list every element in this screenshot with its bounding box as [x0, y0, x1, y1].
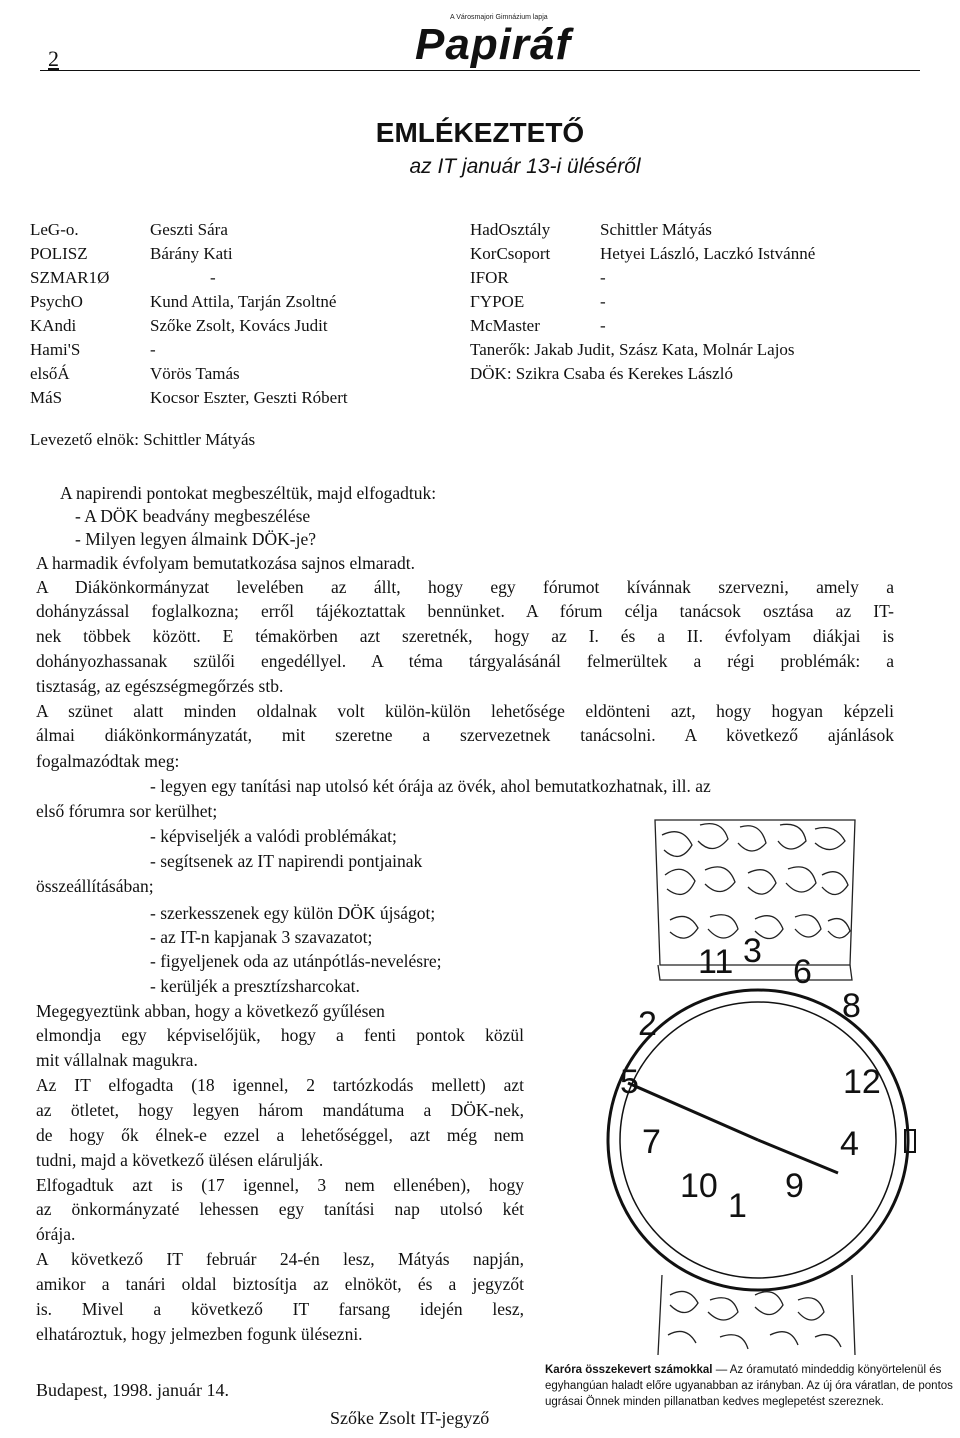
body-line: Elfogadtuk azt is (17 igennel, 3 nem ellenében), hogy	[36, 1175, 524, 1195]
body-line: - Milyen legyen álmaink DÖK-je?	[75, 529, 317, 549]
attendance-row	[470, 266, 815, 290]
att-name: -	[600, 268, 606, 287]
body-line: A Diákönkormányzat levelében az állt, hogy egy fórumot kívánnak szervezni, amely a	[36, 577, 894, 597]
watch-illustration	[600, 795, 920, 1355]
att-org: KAndi	[30, 316, 77, 335]
attendance-row	[30, 290, 348, 314]
attendance-row	[30, 314, 348, 338]
body-line: nek többek között. E témakörben azt szeretnék, hogy az I. és a II. évfolyam diákjai is	[36, 626, 894, 646]
watch-number: 12	[843, 1063, 881, 1101]
att-org: HadOsztály	[470, 220, 551, 239]
body-line: A következő IT február 24-én lesz, Mátyás napján,	[36, 1249, 524, 1269]
attendance-row	[470, 218, 815, 242]
watch-number: 2	[638, 1005, 657, 1043]
body-line: de hogy ők élnek-e ezzel a lehetőséggel, azt még nem	[36, 1125, 524, 1145]
attendance-row	[30, 266, 348, 290]
body-line: elhatároztuk, hogy jelmezben fogunk ülésezni.	[36, 1324, 363, 1344]
watch-caption	[545, 1362, 955, 1410]
att-org: ΓΥΡΟΕ	[470, 292, 525, 311]
attendance-left	[30, 218, 348, 410]
watch-number: 1	[728, 1187, 747, 1225]
body-line: dohányzással foglalkozna; erről tájékoztattak bennünket. A fórum célja tanácsok osztása az IT-	[36, 601, 894, 621]
newspaper-logo: Papiráf	[415, 20, 572, 69]
body-line: fogalmazódtak meg:	[36, 751, 180, 771]
att-org: DÖK: Szikra Csaba és Kerekes László	[470, 364, 733, 383]
body-line: - legyen egy tanítási nap utolsó két órája az övék, ahol bemutatkozhatnak, ill. az	[150, 776, 711, 796]
watch-number: 6	[793, 953, 812, 991]
att-org: MáS	[30, 388, 63, 407]
att-name: Kocsor Eszter, Geszti Róbert	[150, 388, 348, 407]
body-line: tudni, majd a következő ülésen elárulják.	[36, 1150, 324, 1170]
att-name: Schittler Mátyás	[600, 220, 712, 239]
caption-text: — Az óramutató mindeddig könyörtelenül és egyhangúan haladt előre ugyanabban az irányban. Az új óra váratlan, de pontos ugrásai Önnek minden pillanatban kedves meglepetést szereznek.	[545, 1364, 953, 1408]
attendance-row	[30, 362, 348, 386]
body-line: összeállításában;	[36, 876, 154, 896]
att-org: LeG-o.	[30, 220, 79, 239]
body-line: is. Mivel a következő IT farsang idején lesz,	[36, 1299, 524, 1319]
att-org: KorCsoport	[470, 244, 551, 263]
page-number: 2	[48, 46, 59, 71]
caption-title: Karóra összekevert számokkal	[545, 1364, 713, 1376]
body-line: - képviseljék a valódi problémákat;	[150, 826, 397, 846]
watch-number: 3	[743, 932, 762, 970]
signoff-place-date: Budapest, 1998. január 14.	[36, 1380, 229, 1400]
att-name: -	[600, 292, 606, 311]
body-line: - az IT-n kapjanak 3 szavazatot;	[150, 927, 373, 947]
body-line: A harmadik évfolyam bemutatkozása sajnos elmaradt.	[36, 553, 416, 573]
body-line: Megegyeztünk abban, hogy a következő gyűlésen	[36, 1001, 385, 1021]
att-org: SZMAR1Ø	[30, 268, 110, 287]
attendance-row	[30, 386, 348, 410]
signoff-name: Szőke Zsolt IT-jegyző	[330, 1408, 490, 1428]
logo-tagline: A Városmajori Gimnázium lapja	[450, 14, 548, 21]
attendance-row	[30, 242, 348, 266]
document-title: EMLÉKEZTETŐ	[375, 117, 585, 148]
body-line: mit vállalnak magukra.	[36, 1050, 198, 1070]
att-name: Vörös Tamás	[150, 364, 240, 383]
att-org: elsőÁ	[30, 364, 70, 383]
header-rule	[40, 70, 920, 71]
att-org: PsychO	[30, 292, 83, 311]
att-org: Hami'S	[30, 340, 81, 359]
body-line: elmondja egy képviselőjük, hogy a fenti pontok közül	[36, 1025, 524, 1045]
att-org: Tanerők: Jakab Judit, Szász Kata, Molnár Lajos	[470, 340, 795, 359]
body-line: - A DÖK beadvány megbeszélése	[75, 506, 311, 526]
chair-line: Levezető elnök: Schittler Mátyás	[30, 430, 256, 449]
attendance-row	[470, 290, 815, 314]
body-line: tisztaság, az egészségmegőrzés stb.	[36, 676, 284, 696]
body-line: az ötletet, hogy legyen három mandátuma a DÖK-nek,	[36, 1100, 524, 1120]
att-org: McMaster	[470, 316, 540, 335]
att-name: Hetyei László, Laczkó Istvánné	[600, 244, 816, 263]
watch-number: 11	[698, 943, 734, 981]
body-line: az önkormányzaté lehessen egy tanítási nap utolsó két	[36, 1199, 524, 1219]
att-name: Geszti Sára	[150, 220, 228, 239]
att-org: IFOR	[470, 268, 509, 287]
att-name: Bárány Kati	[150, 244, 233, 263]
att-name: Kund Attila, Tarján Zsoltné	[150, 292, 337, 311]
watch-strap-bottom	[658, 1275, 855, 1355]
body-line: A napirendi pontokat megbeszéltük, majd elfogadtuk:	[60, 483, 437, 503]
body-line: - kerüljék a presztízsharcokat.	[150, 976, 360, 996]
body-line: órája.	[36, 1224, 76, 1244]
attendance-row	[470, 338, 815, 362]
att-name: -	[150, 340, 156, 359]
body-line: A szünet alatt minden oldalnak volt külön-külön lehetősége eldönteni azt, hogy hogyan képzeli	[36, 701, 894, 721]
attendance-row	[30, 338, 348, 362]
watch-number: 7	[642, 1123, 661, 1161]
att-org: POLISZ	[30, 244, 88, 263]
document-subtitle: az IT január 13-i üléséről	[409, 155, 641, 178]
watch-number: 8	[842, 987, 861, 1025]
body-line: első fórumra sor kerülhet;	[36, 801, 218, 821]
attendance-row	[30, 218, 348, 242]
watch-number: 5	[620, 1063, 639, 1101]
att-name: Szőke Zsolt, Kovács Judit	[150, 316, 328, 335]
attendance-row	[470, 314, 815, 338]
attendance-row	[470, 362, 815, 386]
att-name: -	[600, 316, 606, 335]
body-line: - segítsenek az IT napirendi pontjainak	[150, 851, 423, 871]
body-line: - figyeljenek oda az utánpótlás-nevelésre;	[150, 951, 442, 971]
watch-number: 4	[840, 1125, 859, 1163]
watch-number: 9	[785, 1167, 804, 1205]
body-line: amikor a tanári oldal biztosítja az elnököt, és a jegyzőt	[36, 1274, 524, 1294]
attendance-row	[470, 242, 815, 266]
att-name: -	[210, 268, 216, 287]
body-line: dohányozhassanak szülői engedéllyel. A téma tárgyalásánál felmerültek a régi problémák: a	[36, 651, 894, 671]
body-line: - szerkesszenek egy külön DÖK újságot;	[150, 903, 436, 923]
watch-number: 10	[680, 1167, 718, 1205]
body-line: álmai diákönkormányzatát, mit szeretne a szervezetnek tanácsolni. A következő ajánlások	[36, 725, 894, 745]
attendance-right	[470, 218, 815, 386]
body-line: Az IT elfogadta (18 igennel, 2 tartózkodás mellett) azt	[36, 1075, 524, 1095]
